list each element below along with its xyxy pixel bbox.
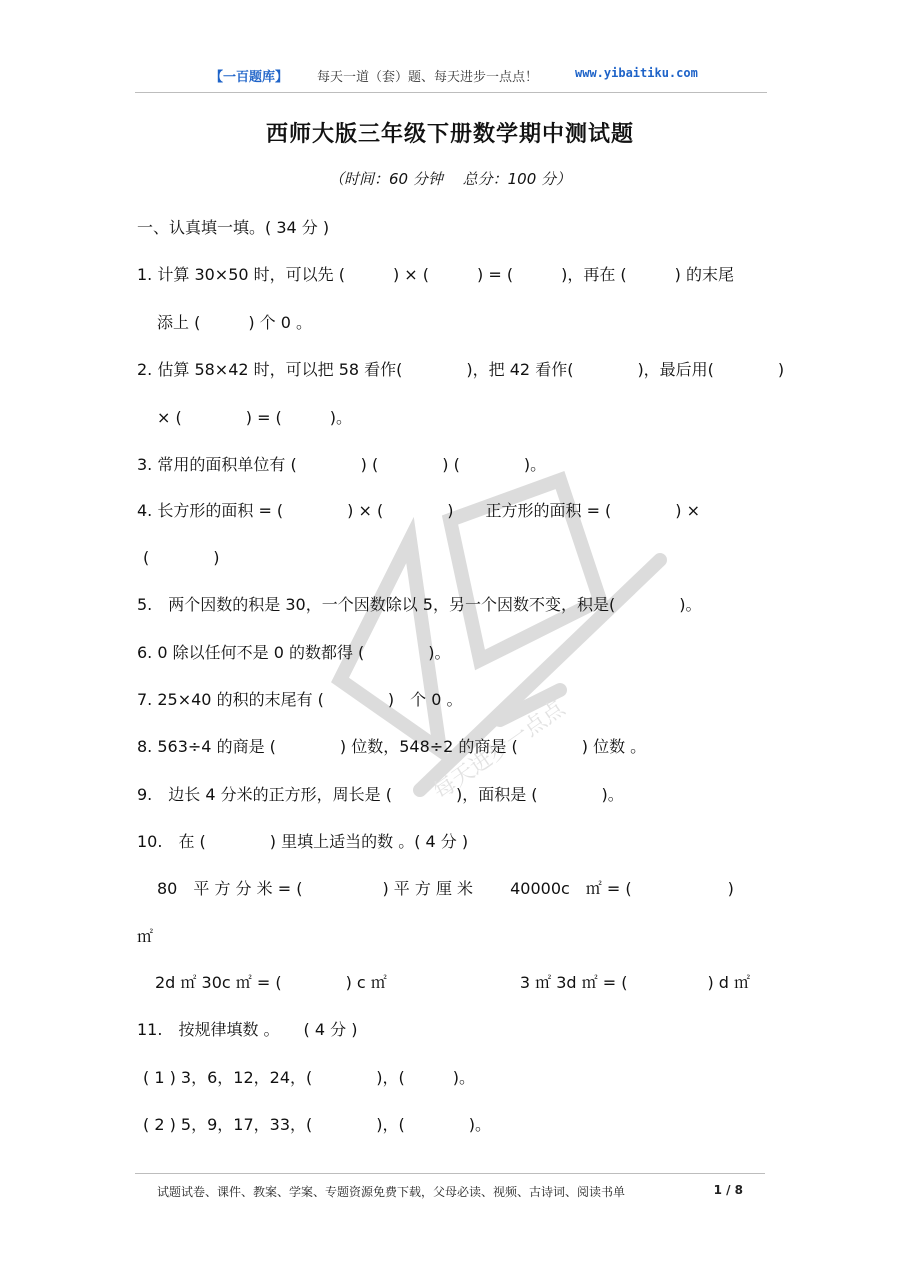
question-4-line1: 4. 长方形的面积 = ( ) × ( ) 正方形的面积 = ( ) × <box>137 501 701 520</box>
question-8: 8. 563÷4 的商是 ( ) 位数，548÷2 的商是 ( ) 位数 。 <box>137 737 647 756</box>
question-2-line1: 2. 估算 58×42 时，可以把 58 看作( )，把 42 看作( )，最后用( ) <box>137 360 785 379</box>
section-heading: 一、认真填一填。( 34 分 ) <box>137 218 330 237</box>
question-6: 6. 0 除以任何不是 0 的数都得 ( )。 <box>137 643 451 662</box>
question-10-row2: 2d ㎡ 30c ㎡ = ( ) c ㎡ 3 ㎡ 3d ㎡ = ( ) d ㎡ <box>155 973 751 992</box>
page-number: 1 / 8 <box>713 1183 743 1197</box>
question-7: 7. 25×40 的积的末尾有 ( ) 个 0 。 <box>137 690 463 709</box>
header-motto: 每天一道（套）题、每天进步一点点！ <box>317 70 539 85</box>
header-url-link[interactable]: www.yibaitiku.com <box>575 66 698 80</box>
page-header <box>135 58 767 93</box>
question-1-line1: 1. 计算 30×50 时，可以先 ( ) × ( ) = ( )，再在 ( ) 的末尾 <box>137 265 735 284</box>
question-2-line2: × ( ) = ( )。 <box>157 408 353 427</box>
footer-text: 试题试卷、课件、教案、学案、专题资源免费下载，父母必读、视频、古诗词、阅读书单 <box>157 1185 626 1199</box>
question-10-unit: ㎡ <box>137 927 154 946</box>
exam-info: （时间：60 分钟 总分：100 分） <box>328 170 572 188</box>
question-11-heading: 11. 按规律填数 。 ( 4 分 ) <box>137 1020 358 1039</box>
watermark-logo <box>300 420 680 840</box>
page-footer <box>135 1173 765 1204</box>
svg-text:每天进步一点点: 每天进步一点点 <box>429 696 570 805</box>
question-11-part2: ( 2 ) 5，9，17，33，( )，( )。 <box>143 1115 491 1134</box>
question-9: 9. 边长 4 分米的正方形，周长是 ( )，面积是 ( )。 <box>137 785 624 804</box>
question-5: 5. 两个因数的积是 30，一个因数除以 5，另一个因数不变，积是( )。 <box>137 595 702 614</box>
question-3: 3. 常用的面积单位有 ( ) ( ) ( )。 <box>137 455 547 474</box>
question-1-line2: 添上 ( ) 个 0 。 <box>157 313 313 332</box>
page-title: 西师大版三年级下册数学期中测试题 <box>265 122 634 147</box>
question-10-heading: 10. 在 ( ) 里填上适当的数 。( 4 分 ) <box>137 832 469 851</box>
question-11-part1: ( 1 ) 3，6，12，24，( )，( )。 <box>143 1068 475 1087</box>
header-brand: 【一百题库】 <box>210 70 289 85</box>
question-10-row1: 80 平 方 分 米 = ( ) 平 方 厘 米 40000c ㎡ = ( ) <box>157 879 734 898</box>
question-4-line2: ( ) <box>143 548 220 567</box>
